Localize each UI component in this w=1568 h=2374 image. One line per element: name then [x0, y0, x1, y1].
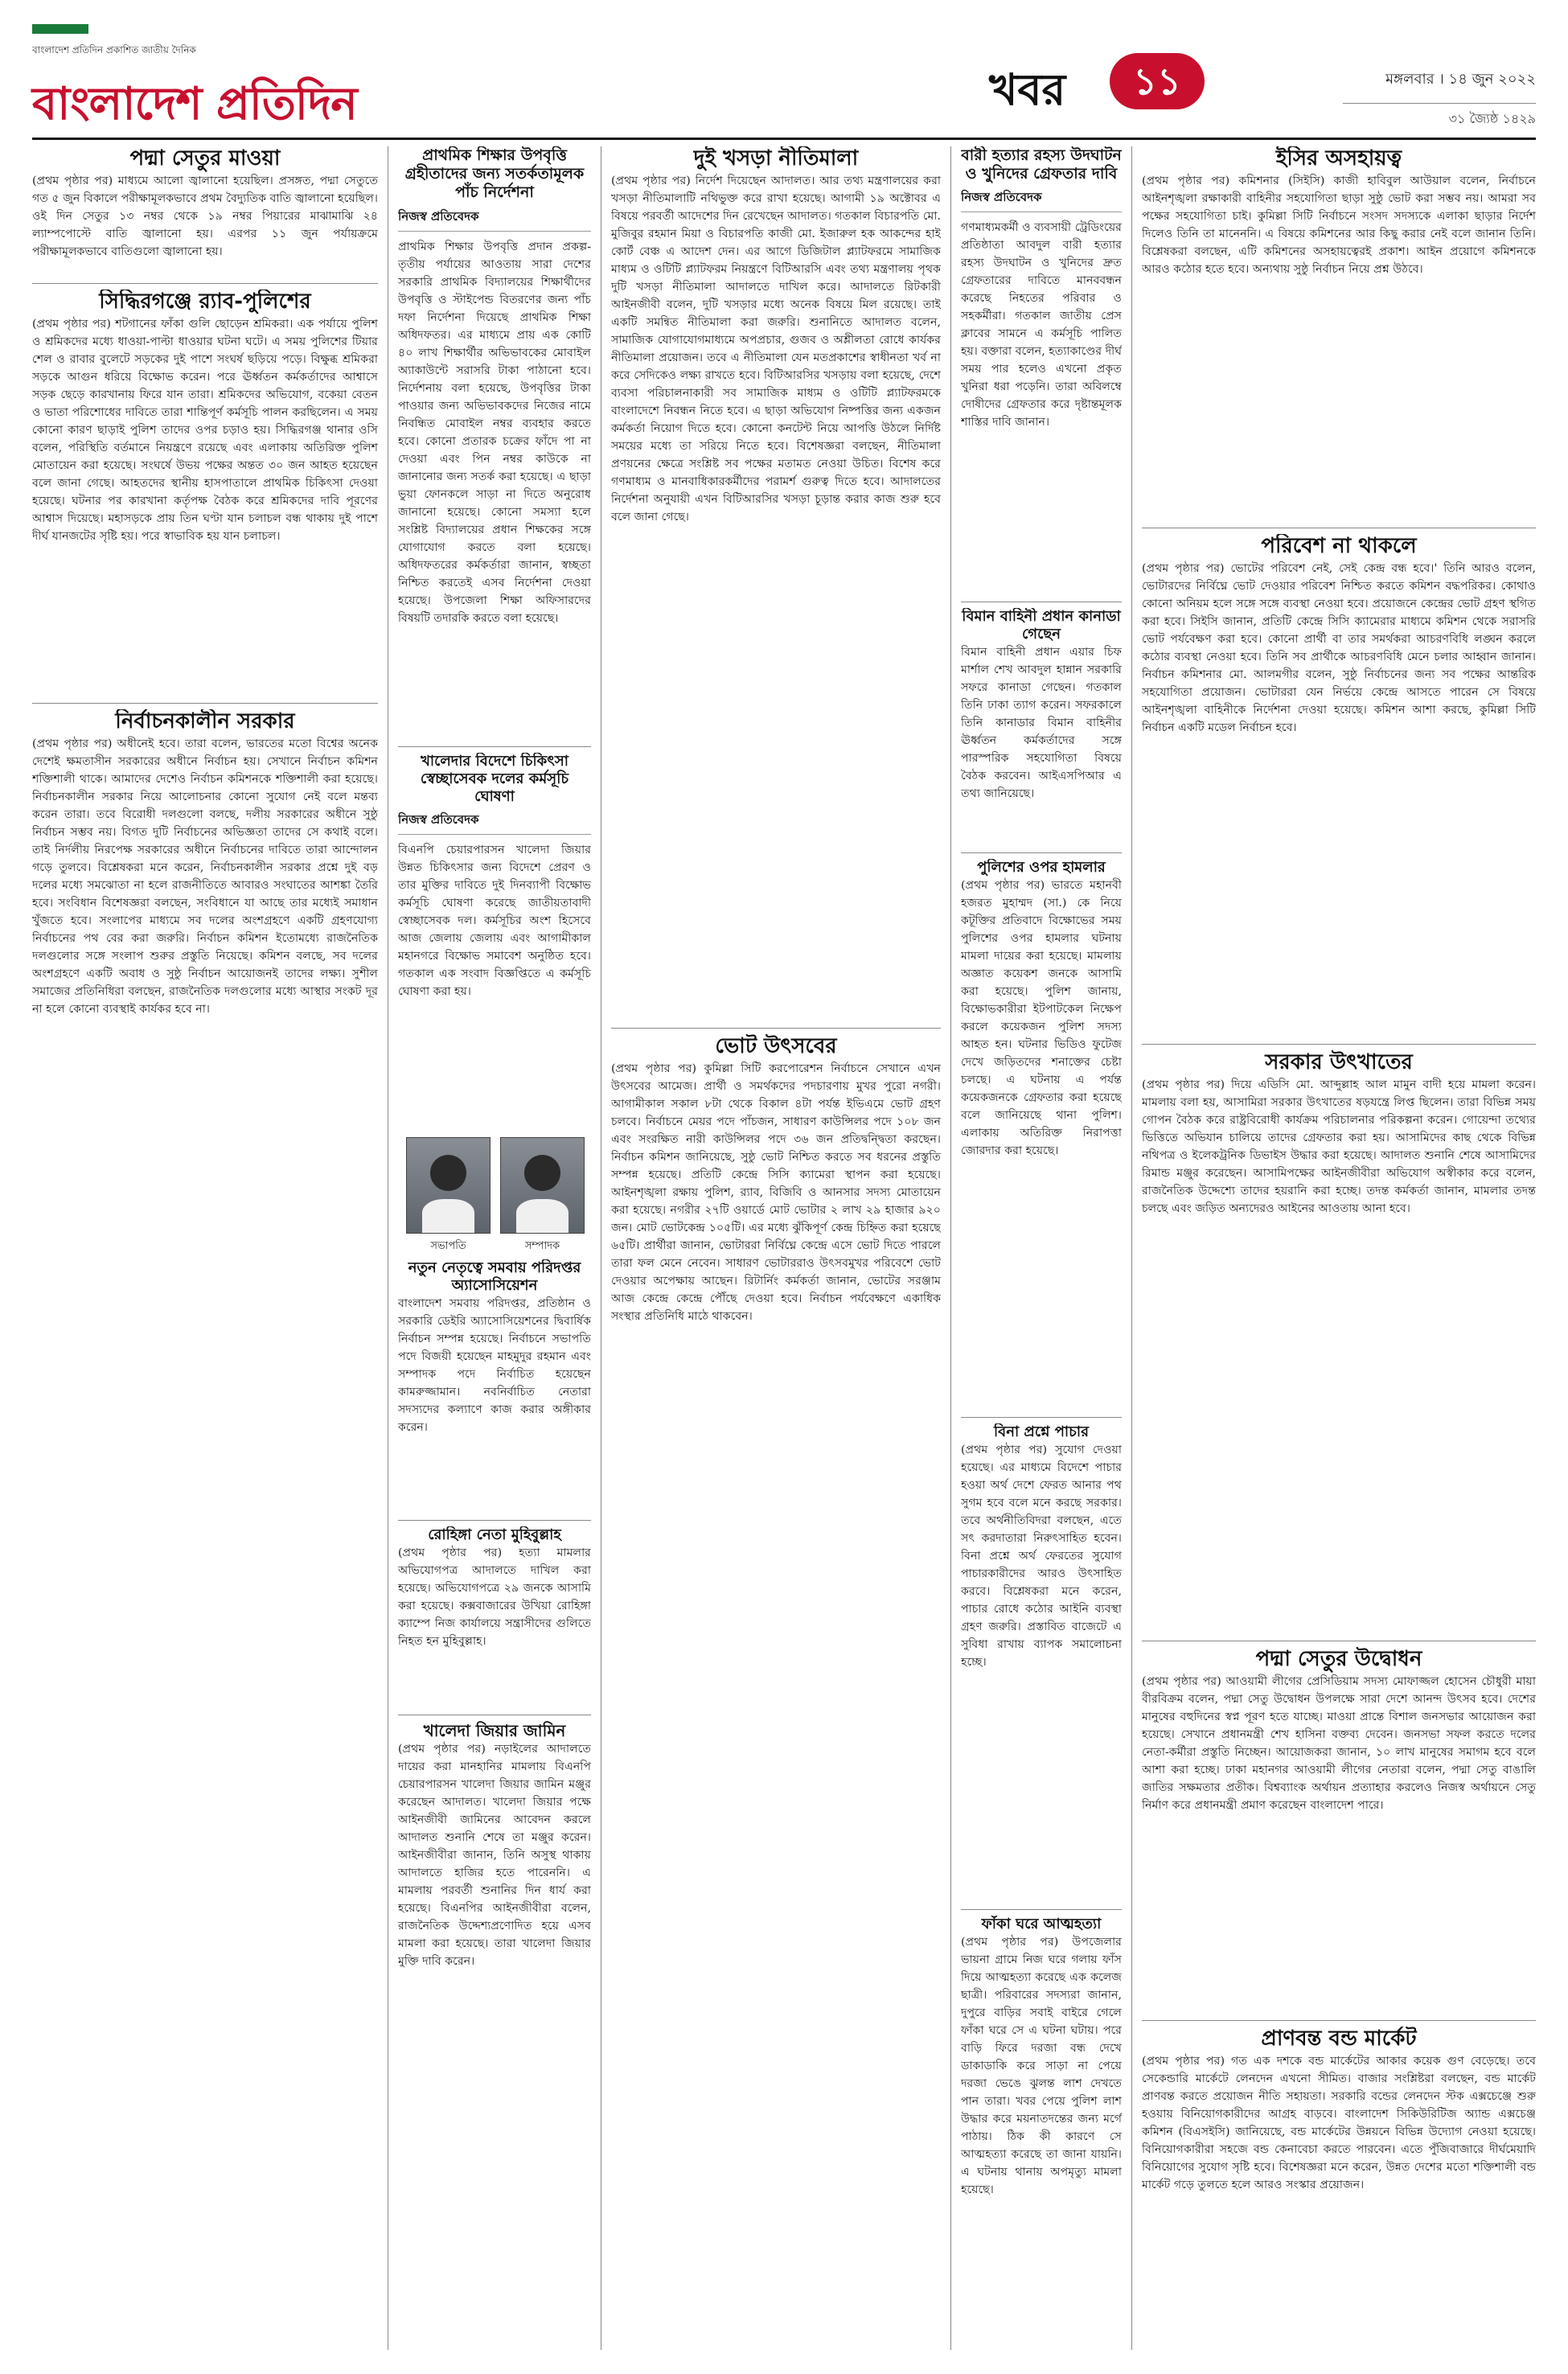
- person-head: [524, 1155, 560, 1191]
- story-volunteers[interactable]: [398, 753, 591, 1131]
- story-body: প্রাথমিক শিক্ষার উপবৃত্তি প্রদান প্রকল্প-তৃতীয় পর্যায়ের আওতায় সারা দেশের সরকারি প্রাথমিক বিদ্যালয়ের শিক্ষার্থীদের উপবৃত্তি ও স্টাইপেন্ড বিতরণের জন্য পাঁচ দফা নির্দেশনা দিয়েছে প্রাথমিক শিক্ষা অধিদফতর। এর মাধ্যমে প্রায় এক কোটি ৪০ লাখ শিক্ষার্থীর অভিভাবকের মোবাইল অ্যাকাউন্টে সরাসরি টাকা পাঠানো হবে। নির্দেশনায় বলা হয়েছে, উপবৃত্তির টাকা পাওয়ার জন্য অভিভাবকদের নিজের নামে নিবন্ধিত মোবাইল নম্বর ব্যবহার করতে হবে। কোনো প্রতারক চক্রের ফাঁদে পা না দেওয়া এবং পিন নম্বর কাউকে না জানানোর জন্য সতর্ক করা হয়েছে। এ ছাড়া ভুয়া ফোনকলে সাড়া না দিতে অনুরোধ জানানো হয়েছে। কোনো সমস্যা হলে সংশ্লিষ্ট বিদ্যালয়ের প্রধান শিক্ষকের সঙ্গে যোগাযোগ করতে বলা হয়েছে। অধিদফতরের কর্মকর্তারা জানান, স্বচ্ছতা নিশ্চিত করতেই এসব নির্দেশনা দেওয়া হয়েছে। উপজেলা শিক্ষা অফিসারদের বিষয়টি তদারকি করতে বলা হয়েছে।: [398, 240, 591, 625]
- story-body: (প্রথম পৃষ্ঠার পর) মাধ্যমে আলো জ্বালানো হয়েছিল। প্রসঙ্গত, পদ্মা সেতুতে গত ৫ জুন বিকালে পরীক্ষামূলকভাবে প্রথম বৈদ্যুতিক বাতি জ্বালানো হয়েছিল। ওই দিন সেতুর ১৩ নম্বর থেকে ১৯ নম্বর পিয়ারের মাঝামাঝি ২৪ ল্যাম্পপোস্টে বাতি জ্বালানো হয়। এরপর ১১ জুন পর্যায়ক্রমে পরীক্ষামূলকভাবে বাতিগুলো জ্বালানো হয়।: [32, 174, 378, 258]
- story-headline: দুই খসড়া নীতিমালা: [693, 146, 859, 170]
- story-body: (প্রথম পৃষ্ঠার পর) নির্দেশ দিয়েছেন আদালত। আর তথ্য মন্ত্রণালয়ের করা খসড়া নীতিমালাটি নথিভুক্ত করে রাখা হয়েছে। আগামী ১৯ অক্টোবর এ বিষয়ে পরবর্তী আদেশের দিন রেখেছেন আদালত। গতকাল বিচারপতি মো. মুজিবুর রহমান মিয়া ও বিচারপতি কাজী মো. ইজারুল হক আকন্দের হাই কোর্ট বেঞ্চ এ আদেশ দেন। এর আগে ডিজিটাল প্ল্যাটফরমে সামাজিক মাধ্যম ও ওটিটি প্ল্যাটফরম নিয়ন্ত্রণে বিটিআরসি এবং তথ্য মন্ত্রণালয় পৃথক দুটি খসড়া নীতিমালা আদালতে দাখিল করে। আদালতে রিটকারী আইনজীবী বলেন, দুটি খসড়ার মধ্যে অনেক বিষয়ে মিল রয়েছে। তাই একটি সমন্বিত নীতিমালা করা জরুরি। শুনানিতে আদালত বলেন, সামাজিক যোগাযোগমাধ্যমে অপপ্রচার, গুজব ও অশ্লীলতা রোধে কার্যকর নীতিমালা প্রয়োজন। তবে এ নীতিমালা যেন মতপ্রকাশের স্বাধীনতা খর্ব না করে সেদিকেও লক্ষ্য রাখতে হবে। বিটিআরসির খসড়ায় বলা হয়েছে, দেশে ব্যবসা পরিচালনাকারী সব সামাজিক মাধ্যম ও ওটিটি প্ল্যাটফরমকে বাংলাদেশে নিবন্ধন নিতে হবে। এ ছাড়া অভিযোগ নিষ্পত্তির জন্য একজন কর্মকর্তা নিয়োগ দিতে হবে। কোনো কনটেন্ট নিয়ে আপত্তি উঠলে নির্দিষ্ট সময়ের মধ্যে তা সরিয়ে নিতে হবে। বিশেষজ্ঞরা বলছেন, নীতিমালা প্রণয়নের ক্ষেত্রে সংশ্লিষ্ট সব পক্ষের মতামত নেওয়া উচিত। বিশেষ করে গণমাধ্যম ও মানবাধিকারকর্মীদের পরামর্শ গুরুত্ব দিতে হবে। আদালতের নির্দেশনা অনুযায়ী এখন বিটিআরসির খসড়া চূড়ান্ত করার কাজ শুরু হবে বলে জানা গেছে।: [611, 174, 941, 524]
- story-air-chief[interactable]: [961, 608, 1122, 849]
- logo-accent-bar: [32, 24, 88, 34]
- divider: [961, 1909, 1122, 1910]
- story-two-drafts[interactable]: [611, 146, 941, 1023]
- story-isir[interactable]: [1142, 146, 1536, 524]
- person-head: [430, 1155, 466, 1191]
- divider: [398, 746, 591, 747]
- story-body: (প্রথম পৃষ্ঠার পর) কুমিল্লা সিটি করপোরেশন নির্বাচনে সেখানে এখন উৎসবের আমেজ। প্রার্থী ও সমর্থকদের পদচারণায় মুখর পুরো নগরী। আগামীকাল সকাল ৮টা থেকে বিকাল ৪টা পর্যন্ত ইভিএমে ভোট গ্রহণ চলবে। নির্বাচনে মেয়র পদে পাঁচজন, সাধারণ কাউন্সিলর পদে ১০৮ জন এবং সংরক্ষিত নারী কাউন্সিলর পদে ৩৬ জন প্রতিদ্বন্দ্বিতা করছেন। নির্বাচন কমিশন জানিয়েছে, সুষ্ঠু ভোট নিশ্চিত করতে সব ধরনের প্রস্তুতি সম্পন্ন হয়েছে। প্রতিটি কেন্দ্রে সিসি ক্যামেরা স্থাপন করা হয়েছে। আইনশৃঙ্খলা রক্ষায় পুলিশ, র‍্যাব, বিজিবি ও আনসার সদস্য মোতায়েন করা হয়েছে। নগরীর ২৭টি ওয়ার্ডে মোট ভোটার ২ লাখ ২৯ হাজার ৯২০ জন। মোট ভোটকেন্দ্র ১০৫টি। এর মধ্যে ঝুঁকিপূর্ণ কেন্দ্র চিহ্নিত করা হয়েছে ৬৫টি। প্রার্থীরা জানান, ভোটাররা নির্বিঘ্নে কেন্দ্রে এসে ভোট দিতে পারলে তারা ফল মেনে নেবেন। সাধারণ ভোটাররাও উৎসবমুখর পরিবেশে ভোট দেওয়ার অপেক্ষায় আছেন। রিটার্নিং কর্মকর্তা জানান, ভোটের সরঞ্জাম আজ কেন্দ্রে কেন্দ্রে পৌঁছে দেওয়া হবে। নির্বাচন পর্যবেক্ষণে একাধিক সংস্থার প্রতিনিধি মাঠে থাকবেন।: [611, 1062, 941, 1323]
- story-headline: খালেদার বিদেশে চিকিৎসা স্বেচ্ছাসেবক দলের কর্মসূচি ঘোষণা: [420, 753, 569, 805]
- divider: [398, 1520, 591, 1521]
- divider: [961, 852, 1122, 853]
- story-body: (প্রথম পৃষ্ঠার পর) আওয়ামী লীগের প্রেসিডিয়াম সদস্য মোফাজ্জল হোসেন চৌধুরী মায়া বীরবিক্রম বলেন, পদ্মা সেতু উদ্বোধন উপলক্ষে সারা দেশে আনন্দ উৎসব হবে। দেশের মানুষের বহুদিনের স্বপ্ন পূরণ হতে যাচ্ছে। মাওয়া প্রান্তে বিশাল জনসভার আয়োজন করা হয়েছে। সেখানে প্রধানমন্ত্রী শেখ হাসিনা বক্তব্য দেবেন। জনসভা সফল করতে দলের নেতা-কর্মীরা প্রস্তুতি নিচ্ছেন। আয়োজকরা জানান, ১০ লাখ মানুষের সমাগম হবে বলে আশা করা হচ্ছে। ঢাকা মহানগর আওয়ামী লীগের নেতারা বলেন, পদ্মা সেতু বাঙালি জাতির সক্ষমতার প্রতীক। বিশ্বব্যাংক অর্থায়ন প্রত্যাহার করলেও নিজস্ব অর্থায়নে সেতু নির্মাণ করে প্রধানমন্ত্রী প্রমাণ করেছেন বাংলাদেশ পারে।: [1142, 1674, 1536, 1812]
- story-body: বিমান বাহিনী প্রধান এয়ার চিফ মার্শাল শেখ আবদুল হান্নান সরকারি সফরে কানাডা গেছেন। গতকাল তিনি ঢাকা ত্যাগ করেন। সফরকালে তিনি কানাডার বিমান বাহিনীর ঊর্ধ্বতন কর্মকর্তাদের সঙ্গে পারস্পরিক সহযোগিতা বিষয়ে বৈঠক করবেন। আইএসপিআর এ তথ্য জানিয়েছে।: [961, 645, 1122, 800]
- page-number-badge: ১১: [1110, 53, 1205, 109]
- column-divider: [950, 146, 951, 2350]
- divider: [1142, 1044, 1536, 1045]
- story-headline: খালেদা জিয়ার জামিন: [423, 1721, 566, 1740]
- newspaper-logo: বাংলাদেশ প্রতিদিন: [32, 78, 357, 130]
- bangla-date-line: ৩১ জ্যৈষ্ঠ ১৪২৯: [1343, 103, 1536, 130]
- story-body: গণমাধ্যমকর্মী ও ব্যবসায়ী ট্রেডিংয়ের প্রতিষ্ঠাতা আবদুল বারী হত্যার রহস্য উদঘাটন ও খুনিদের দ্রুত গ্রেফতারের দাবিতে মানববন্ধন করেছে নিহতের পরিবার ও সহকর্মীরা। গতকাল জাতীয় প্রেস ক্লাবের সামনে এ কর্মসূচি পালিত হয়। বক্তারা বলেন, হত্যাকাণ্ডের দীর্ঘ সময় পার হলেও এখনো প্রকৃত খুনিরা ধরা পড়েনি। তারা অবিলম্বে দোষীদের গ্রেফতার করে দৃষ্টান্তমূলক শাস্তির দাবি জানান।: [961, 221, 1122, 429]
- story-suicide[interactable]: [961, 1916, 1122, 2350]
- story-headline: পদ্মা সেতুর মাওয়া: [129, 146, 281, 170]
- divider: [32, 283, 378, 284]
- story-capital-market[interactable]: [1142, 2027, 1536, 2350]
- story-body: বাংলাদেশ সমবায় পরিদপ্তর, প্রতিষ্ঠান ও সরকারি ডেইরি অ্যাসোসিয়েশনের দ্বিবার্ষিক নির্বাচন সম্পন্ন হয়েছে। নির্বাচনে সভাপতি পদে বিজয়ী হয়েছেন মাহমুদুর রহমান এবং সম্পাদক পদে নির্বাচিত হয়েছেন কামরুজ্জামান। নবনির্বাচিত নেতারা সদস্যদের কল্যাণে কাজ করার অঙ্গীকার করেন।: [398, 1296, 591, 1434]
- divider: [1142, 2020, 1536, 2021]
- story-headline: ইসির অসহায়ত্ব: [1275, 146, 1402, 170]
- story-headline: সরকার উৎখাতের: [1265, 1050, 1413, 1074]
- story-environment[interactable]: [1142, 534, 1536, 1041]
- story-body: বিএনপি চেয়ারপারসন খালেদা জিয়ার উন্নত চিকিৎসার জন্য বিদেশে প্রেরণ ও তার মুক্তির দাবিতে দুই দিনব্যাপী বিক্ষোভ কর্মসূচি ঘোষণা করেছে জাতীয়তাবাদী স্বেচ্ছাসেবক দল। কর্মসূচির অংশ হিসেবে আজ জেলায় জেলায় এবং আগামীকাল মহানগরে বিক্ষোভ সমাবেশ অনুষ্ঠিত হবে। গতকাল এক সংবাদ বিজ্ঞপ্তিতে এ কর্মসূচি ঘোষণা করা হয়।: [398, 843, 591, 998]
- story-govt-removal[interactable]: [1142, 1050, 1536, 1637]
- story-headline: রোহিঙ্গা নেতা মুহিবুল্লাহ: [428, 1526, 561, 1543]
- story-barrister-murder[interactable]: [961, 146, 1122, 597]
- divider: [961, 1417, 1122, 1418]
- story-headline: নতুন নেতৃত্বে সমবায় পরিদপ্তর অ্যাসোসিয়েশন: [408, 1259, 581, 1294]
- section-name: খবর: [989, 64, 1066, 115]
- story-padma-lights[interactable]: [32, 146, 378, 281]
- story-body: (প্রথম পৃষ্ঠার পর) গত এক দশকে বন্ড মার্কেটের আকার কয়েক গুণ বেড়েছে। তবে সেকেন্ডারি মার্কেটে লেনদেন এখনো সীমিত। বাজার সংশ্লিষ্টরা বলছেন, বন্ড মার্কেট প্রাণবন্ত করতে প্রয়োজন নীতি সহায়তা। সরকারি বন্ডের লেনদেন স্টক এক্সচেঞ্জে শুরু হওয়ায় বিনিয়োগকারীদের আগ্রহ বাড়বে। বাংলাদেশ সিকিউরিটিজ অ্যান্ড এক্সচেঞ্জ কমিশন (বিএসইসি) জানিয়েছে, বন্ড মার্কেটের উন্নয়নে বিভিন্ন উদ্যোগ নেওয়া হয়েছে। বিনিয়োগকারীরা সহজে বন্ড কেনাবেচা করতে পারবেন। এতে পুঁজিবাজারে দীর্ঘমেয়াদি বিনিয়োগের সুযোগ সৃষ্টি হবে। বিশেষজ্ঞরা মনে করেন, উন্নত দেশের মতো শক্তিশালী বন্ড মার্কেট গড়ে তুলতে হলে আরও সংস্কার প্রয়োজন।: [1142, 2054, 1536, 2191]
- story-unemployed-smuggling[interactable]: [961, 1423, 1122, 1906]
- story-headline: ভোট উৎসবের: [715, 1034, 837, 1058]
- story-headline: প্রাণবন্ত বন্ড মার্কেট: [1261, 2027, 1417, 2051]
- story-body: (প্রথম পৃষ্ঠার পর) উপজেলার ভায়না গ্রামে নিজ ঘরে গলায় ফাঁস দিয়ে আত্মহত্যা করেছে এক কলেজ ছাত্রী। পরিবারের সদস্যরা জানান, দুপুরে বাড়ির সবাই বাইরে গেলে ফাঁকা ঘরে সে এ ঘটনা ঘটায়। পরে বাড়ি ফিরে দরজা বন্ধ দেখে ডাকাডাকি করে সাড়া না পেয়ে দরজা ভেঙে ঝুলন্ত লাশ দেখতে পান তারা। খবর পেয়ে পুলিশ লাশ উদ্ধার করে ময়নাতদন্তের জন্য মর্গে পাঠায়। ঠিক কী কারণে সে আত্মহত্যা করেছে তা জানা যায়নি। এ ঘটনায় থানায় অপমৃত্যু মামলা হয়েছে।: [961, 1935, 1122, 2196]
- story-headline: পুলিশের ওপর হামলার: [977, 859, 1106, 876]
- story-body: (প্রথম পৃষ্ঠার পর) ভোটের পরিবেশ নেই, সেই কেন্দ্র বন্ধ হবে।' তিনি আরও বলেন, ভোটারদের নির্বিঘ্নে ভোট দেওয়ার পরিবেশ নিশ্চিত করতে কমিশন বদ্ধপরিকর। কোথাও কোনো অনিয়ম হলে সঙ্গে সঙ্গে ব্যবস্থা নেওয়া হবে। প্রয়োজনে কেন্দ্রের ভোট গ্রহণ স্থগিত করা হবে। সিইসি জানান, প্রতিটি কেন্দ্রে সিসি ক্যামেরার মাধ্যমে কমিশন থেকে সরাসরি ভোট পর্যবেক্ষণ করা হবে। কোনো প্রার্থী বা তার সমর্থকরা আচরণবিধি লঙ্ঘন করলে কঠোর ব্যবস্থা নেওয়া হবে। তিনি সব প্রার্থীকে আচরণবিধি মেনে চলার আহ্বান জানান। নির্বাচন কমিশনার মো. আলমগীর বলেন, সুষ্ঠু নির্বাচনের জন্য সব পক্ষের আন্তরিক সহযোগিতা প্রয়োজন। ভোটাররা যেন নির্ভয়ে কেন্দ্রে আসতে পারেন সে বিষয়ে আইনশৃঙ্খলা বাহিনীকে নির্দেশনা দেওয়া হয়েছে। কমিশন আশা করছে, কুমিল্লা সিটি নির্বাচন একটি মডেল নির্বাচন হবে।: [1142, 561, 1536, 734]
- masthead-tagline: বাংলাদেশ প্রতিদিন প্রকাশিত জাতীয় দৈনিক: [32, 44, 196, 55]
- story-headline: ফাঁকা ঘরে আত্মহত্যা: [981, 1916, 1102, 1932]
- secretary-photo: [500, 1137, 585, 1234]
- date-line: মঙ্গলবার । ১৪ জুন ২০২২: [1385, 71, 1536, 88]
- story-headline: সিদ্ধিরগঞ্জে র‍্যাব-পুলিশের: [99, 290, 311, 314]
- divider: [32, 703, 378, 704]
- photo-caption: সম্পাদক: [524, 1240, 560, 1252]
- story-byline: নিজস্ব প্রতিবেদক: [398, 207, 591, 232]
- photo-caption: সভাপতি: [430, 1240, 466, 1252]
- president-photo: [406, 1137, 491, 1234]
- story-headline: নির্বাচনকালীন সরকার: [115, 709, 295, 733]
- story-vote-festival[interactable]: [611, 1034, 941, 2350]
- story-body: (প্রথম পৃষ্ঠার পর) নড়াইলের আদালতে দায়ের করা মানহানির মামলায় বিএনপি চেয়ারপারসন খালেদা জিয়ার জামিন মঞ্জুর করেছেন আদালত। খালেদা জিয়ার পক্ষে আইনজীবী জামিনের আবেদন করলে আদালত শুনানি শেষে তা মঞ্জুর করেন। আইনজীবীরা জানান, তিনি অসুস্থ থাকায় আদালতে হাজির হতে পারেননি। এ মামলায় পরবর্তী শুনানির দিন ধার্য করা হয়েছে। বিএনপির আইনজীবীরা বলেন, রাজনৈতিক উদ্দেশ্যপ্রণোদিত হয়ে এসব মামলা করা হয়েছে। তারা খালেদা জিয়ার মুক্তি দাবি করেন।: [398, 1743, 591, 1969]
- person-shirt: [422, 1199, 475, 1233]
- story-headline: পরিবেশ না থাকলে: [1261, 534, 1417, 558]
- story-body: (প্রথম পৃষ্ঠার পর) ভারতে মহানবী হজরত মুহাম্মদ (সা.) কে নিয়ে কটূক্তির প্রতিবাদে বিক্ষোভের সময় পুলিশের ওপর হামলার ঘটনায় মামলা দায়ের করা হয়েছে। মামলায় অজ্ঞাত কয়েকশ জনকে আসামি করা হয়েছে। পুলিশ জানায়, বিক্ষোভকারীরা ইটপাটকেল নিক্ষেপ করলে কয়েকজন পুলিশ সদস্য আহত হন। ঘটনার ভিডিও ফুটেজ দেখে জড়িতদের শনাক্তের চেষ্টা চলছে। এ ঘটনায় এ পর্যন্ত কয়েকজনকে গ্রেফতার করা হয়েছে বলে জানিয়েছে থানা পুলিশ। এলাকায় অতিরিক্ত নিরাপত্তা জোরদার করা হয়েছে।: [961, 878, 1122, 1157]
- masthead-right: [925, 19, 1536, 132]
- story-headline: প্রাথমিক শিক্ষার উপবৃত্তি গ্রহীতাদের জন্য সতর্কতামূলক পাঁচ নির্দেশনা: [404, 146, 585, 202]
- story-headline: বিমান বাহিনী প্রধান কানাডা গেছেন: [962, 608, 1121, 643]
- story-byline: নিজস্ব প্রতিবেদক: [398, 811, 591, 835]
- story-khaleda-bail[interactable]: [398, 1721, 591, 2350]
- story-body: (প্রথম পৃষ্ঠার পর) দিয়ে এডিসি মো. আব্দুল্লাহ আল মামুন বাদী হয়ে মামলা করেন। মামলায় বলা হয়, আসামিরা সরকার উৎখাতের ষড়যন্ত্রে লিপ্ত ছিলেন। তারা বিভিন্ন সময় গোপন বৈঠক করে রাষ্ট্রবিরোধী কার্যক্রম পরিচালনার পরিকল্পনা করেন। গোয়েন্দা তথ্যের ভিত্তিতে অভিযান চালিয়ে তাদের গ্রেফতার করা হয়। আসামিদের কাছ থেকে বিভিন্ন নথিপত্র ও ইলেকট্রনিক ডিভাইস উদ্ধার করা হয়েছে। আদালত শুনানি শেষে আসামিদের রিমান্ড মঞ্জুর করেছেন। আসামিপক্ষের আইনজীবীরা অভিযোগ অস্বীকার করে বলেন, রাজনৈতিক উদ্দেশ্যে তাদের হয়রানি করা হচ্ছে। তদন্ত কর্মকর্তা জানান, মামলার তদন্ত চলছে এবং জড়িত অন্যদেরও আইনের আওতায় আনা হবে।: [1142, 1078, 1536, 1215]
- story-body: (প্রথম পৃষ্ঠার পর) কমিশনার (সিইসি) কাজী হাবিবুল আউয়াল বলেন, নির্বাচনে আইনশৃঙ্খলা রক্ষাকারী বাহিনীর সহযোগিতা ছাড়া সুষ্ঠু ভোট করা সম্ভব নয়। আমরা সব পক্ষের সহযোগিতা চাই। কুমিল্লা সিটি নির্বাচনে সংসদ সদস্যকে এলাকা ছাড়ার নির্দেশ দিলেও তিনি তা মানেননি। এ বিষয়ে কমিশনের আর কিছু করার নেই বলে জানান তিনি। বিশ্লেষকরা বলছেন, এটি কমিশনের অসহায়ত্বেরই প্রকাশ। আইন প্রয়োগে কমিশনকে আরও কঠোর হতে হবে। অন্যথায় সুষ্ঠু নির্বাচন নিয়ে প্রশ্ন উঠবে।: [1142, 174, 1536, 276]
- story-new-leaders[interactable]: [398, 1259, 591, 1517]
- story-rohingya[interactable]: [398, 1526, 591, 1711]
- story-primary-edu[interactable]: [398, 146, 591, 741]
- story-caretaker-govt[interactable]: [32, 709, 378, 2350]
- newspaper-logo-block[interactable]: [32, 19, 357, 132]
- story-body: (প্রথম পৃষ্ঠার পর) সুযোগ দেওয়া হয়েছে। এর মাধ্যমে বিদেশে পাচার হওয়া অর্থ দেশে ফেরত আনার পথ সুগম হবে বলে মনে করছে সরকার। তবে অর্থনীতিবিদরা বলছেন, এতে সৎ করদাতারা নিরুৎসাহিত হবেন। বিনা প্রশ্নে অর্থ ফেরতের সুযোগ পাচারকারীদের আরও উৎসাহিত করবে। বিশ্লেষকরা মনে করেন, পাচার রোধে কঠোর আইনি ব্যবস্থা গ্রহণ জরুরি। প্রস্তাবিত বাজেটে এ সুবিধা রাখায় ব্যাপক সমালোচনা হচ্ছে।: [961, 1443, 1122, 1669]
- story-police-attack[interactable]: [961, 859, 1122, 1414]
- person-shirt: [516, 1199, 569, 1233]
- story-body: (প্রথম পৃষ্ঠার পর) অধীনেই হবে। তারা বলেন, ভারতের মতো বিশ্বের অনেক দেশেই ক্ষমতাসীন সরকারের অধীনে নির্বাচন হয়। সেখানে নির্বাচন কমিশন শক্তিশালী থাকে। আমাদের দেশেও নির্বাচন কমিশনকে শক্তিশালী করা হয়েছে। নির্বাচনকালীন সরকার নিয়ে আলোচনার কোনো সুযোগ নেই বলে মন্তব্য করেন তারা। তবে বিরোধী দলগুলো বলছে, দলীয় সরকারের অধীনে সুষ্ঠু নির্বাচন সম্ভব নয়। বিগত দুটি নির্বাচনের অভিজ্ঞতা তাদের সে কথাই বলে। তাই নির্দলীয় নিরপেক্ষ সরকারের অধীনে নির্বাচনের দাবিতে তারা আন্দোলন গড়ে তুলবে। বিশ্লেষকরা মনে করেন, নির্বাচনকালীন সরকার প্রশ্নে দুই বড় দলের মধ্যে সমঝোতা না হলে রাজনীতিতে আবারও সংঘাতের আশঙ্কা তৈরি হবে। সংবিধান বিশেষজ্ঞরা বলছেন, সংবিধানে যা আছে তার মধ্যেই সমাধান খুঁজতে হবে। সংলাপের মাধ্যমে সব দলের অংশগ্রহণে একটি গ্রহণযোগ্য নির্বাচনের পথ বের করা জরুরি। নির্বাচন কমিশন ইতোমধ্যে রাজনৈতিক দলগুলোর সঙ্গে সংলাপ শুরুর প্রস্তুতি নিয়েছে। কমিশন বলছে, সব দলের অংশগ্রহণে একটি অবাধ ও সুষ্ঠু নির্বাচন আয়োজনই তাদের লক্ষ্য। সুশীল সমাজের প্রতিনিধিরা বলছেন, রাজনৈতিক দলগুলোর মধ্যে আস্থার সংকট দূর না হলে কোনো ব্যবস্থাই কার্যকর হবে না।: [32, 737, 378, 1016]
- column-divider: [1131, 146, 1132, 2350]
- story-byline: নিজস্ব প্রতিবেদক: [961, 188, 1122, 212]
- story-body: (প্রথম পৃষ্ঠার পর) হত্যা মামলার অভিযোগপত্র আদালতে দাখিল করা হয়েছে। অভিযোগপত্রে ২৯ জনকে আসামি করা হয়েছে। কক্সবাজারের উখিয়া রোহিঙ্গা ক্যাম্পে নিজ কার্যালয়ে সন্ত্রাসীদের গুলিতে নিহত হন মুহিবুল্লাহ।: [398, 1546, 591, 1648]
- divider: [611, 1028, 941, 1029]
- masthead: [32, 19, 1536, 140]
- story-headline: বারী হত্যার রহস্য উদঘাটন ও খুনিদের গ্রেফতার দাবি: [961, 146, 1122, 183]
- story-body: (প্রথম পৃষ্ঠার পর) শটগানের ফাঁকা গুলি ছোড়েন শ্রমিকরা। এক পর্যায়ে পুলিশ ও শ্রমিকদের মধ্যে ধাওয়া-পাল্টা ধাওয়ার ঘটনা ঘটে। এ সময় পুলিশের টিয়ার শেল ও রাবার বুলেটে সড়কের দুই পাশে সংঘর্ষ ছড়িয়ে পড়ে। বিক্ষুব্ধ শ্রমিকরা সড়কে আগুন ধরিয়ে বিক্ষোভ করেন। পরে ঊর্ধ্বতন কর্মকর্তাদের আশ্বাসে সড়ক ছেড়ে কারখানায় ফিরে যান তারা। শ্রমিকদের অভিযোগ, বকেয়া বেতন ও ভাতা পরিশোধের দাবিতে তারা শান্তিপূর্ণ কর্মসূচি পালন করছিলেন। এ সময় কোনো কারণ ছাড়াই পুলিশ তাদের ওপর চড়াও হয়। সিদ্ধিরগঞ্জ থানার ওসি বলেন, পরিস্থিতি বর্তমানে নিয়ন্ত্রণে রয়েছে এবং এলাকায় অতিরিক্ত পুলিশ মোতায়েন করা হয়েছে। সংঘর্ষে উভয় পক্ষের অন্তত ৩০ জন আহত হয়েছেন বলে জানা গেছে। আহতদের স্থানীয় হাসপাতালে প্রাথমিক চিকিৎসা দেওয়া হয়েছে। ঘটনার পর কারখানা কর্তৃপক্ষ বৈঠক করে শ্রমিকদের দাবি পূরণের আশ্বাস দিয়েছে। মহাসড়কে প্রায় তিন ঘণ্টা যান চলাচল বন্ধ থাকায় দুই পাশে দীর্ঘ যানজটের সৃষ্টি হয়। পরে স্বাভাবিক হয় যান চলাচল।: [32, 317, 378, 543]
- story-headline: পদ্মা সেতুর উদ্বোধন: [1255, 1647, 1422, 1671]
- story-padma-inauguration[interactable]: [1142, 1647, 1536, 2017]
- story-headline: বিনা প্রশ্নে পাচার: [994, 1423, 1089, 1440]
- story-siddhirganj[interactable]: [32, 290, 378, 700]
